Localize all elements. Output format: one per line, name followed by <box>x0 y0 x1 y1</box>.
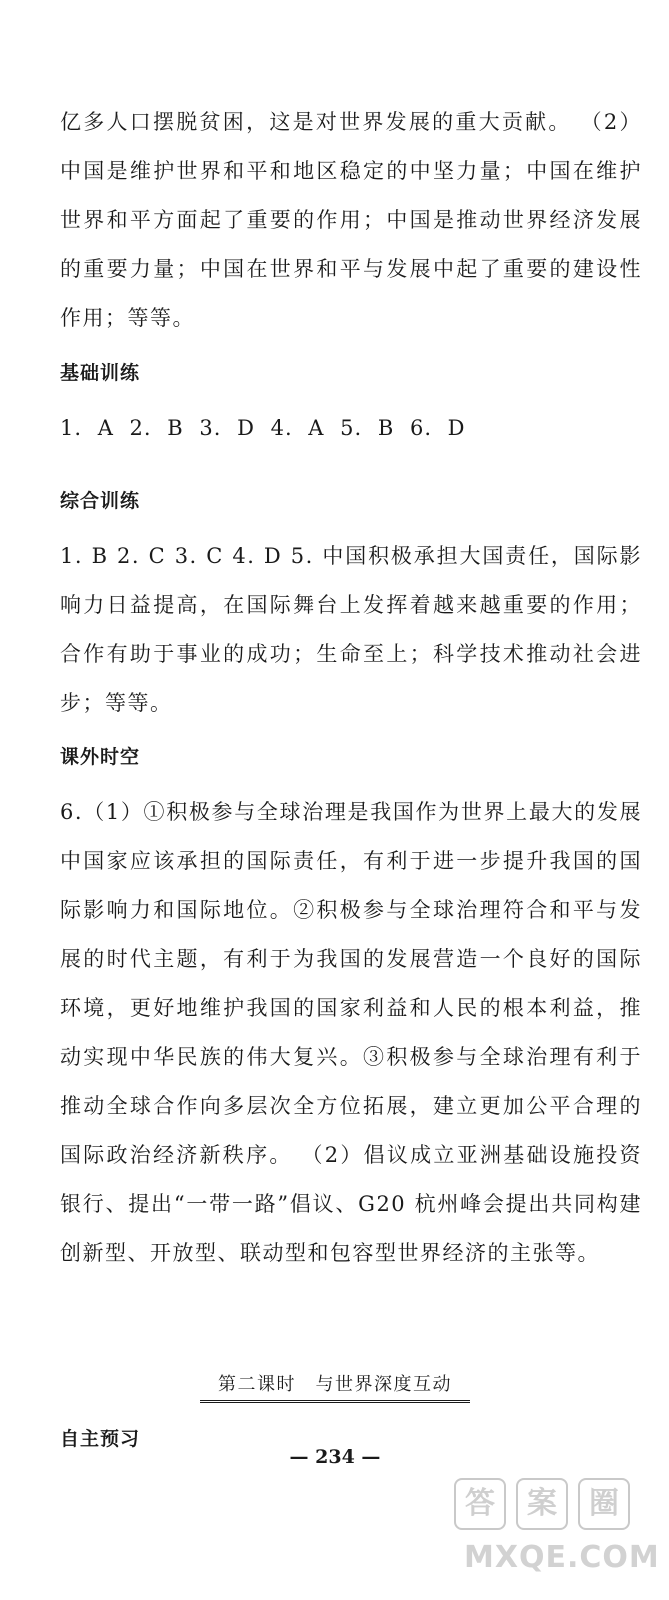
extracurricular-heading: 课外时空 <box>60 746 141 768</box>
intro-paragraph: 亿多人口摆脱贫困，这是对世界发展的重大贡献。 （2）中国是维护世界和平和地区稳定的中坚力量；中国在维护世界和平方面起了重要的作用；中国是推动世界经济发展的重要力量；中国在世界和平与发展中起了重要的建设性作用；等等。 <box>60 110 642 330</box>
watermark-glyph: 答 <box>454 1478 506 1530</box>
extracurricular-answer: 6.（1）①积极参与全球治理是我国作为世界上最大的发展中国家应该承担的国际责任，有利于进一步提升我国的国际影响力和国际地位。②积极参与全球治理符合和平与发展的时代主题，有利于为我国的发展营造一个良好的国际环境，更好地维护我国的国家利益和人民的根本利益，推动实现中华民族的伟大复兴。③积极参与全球治理有利于推动全球合作向多层次全方位拓展，建立更加公平合理的国际政治经济新秩序。 （2）倡议成立亚洲基础设施投资银行、提出“一带一路”倡议、G20 杭州峰会提出共同构建创新型、开放型、联动型和包容型世界经济的主张等。 <box>60 800 642 1265</box>
watermark-logo <box>454 1478 659 1588</box>
page-number: — 234 — <box>289 1446 381 1468</box>
watermark-text: MXQE.COM <box>464 1540 660 1575</box>
self-preview-heading: 自主预习 <box>60 1428 141 1450</box>
comprehensive-training-answers: 1. B 2. C 3. C 4. D 5. 中国积极承担大国责任，国际影响力日益提高，在国际舞台上发挥着越来越重要的作用；合作有助于事业的成功；生命至上；科学技术推动社会进步；等等。 <box>60 544 642 715</box>
basic-training-answers: 1. A 2. B 3. D 4. A 5. B 6. D <box>60 416 466 440</box>
lesson-title: 第二课时 与世界深度互动 <box>200 1370 470 1403</box>
comprehensive-training-heading: 综合训练 <box>60 490 141 512</box>
watermark-glyph: 圈 <box>578 1478 630 1530</box>
watermark-glyph: 案 <box>516 1478 568 1530</box>
basic-training-heading: 基础训练 <box>60 362 141 384</box>
